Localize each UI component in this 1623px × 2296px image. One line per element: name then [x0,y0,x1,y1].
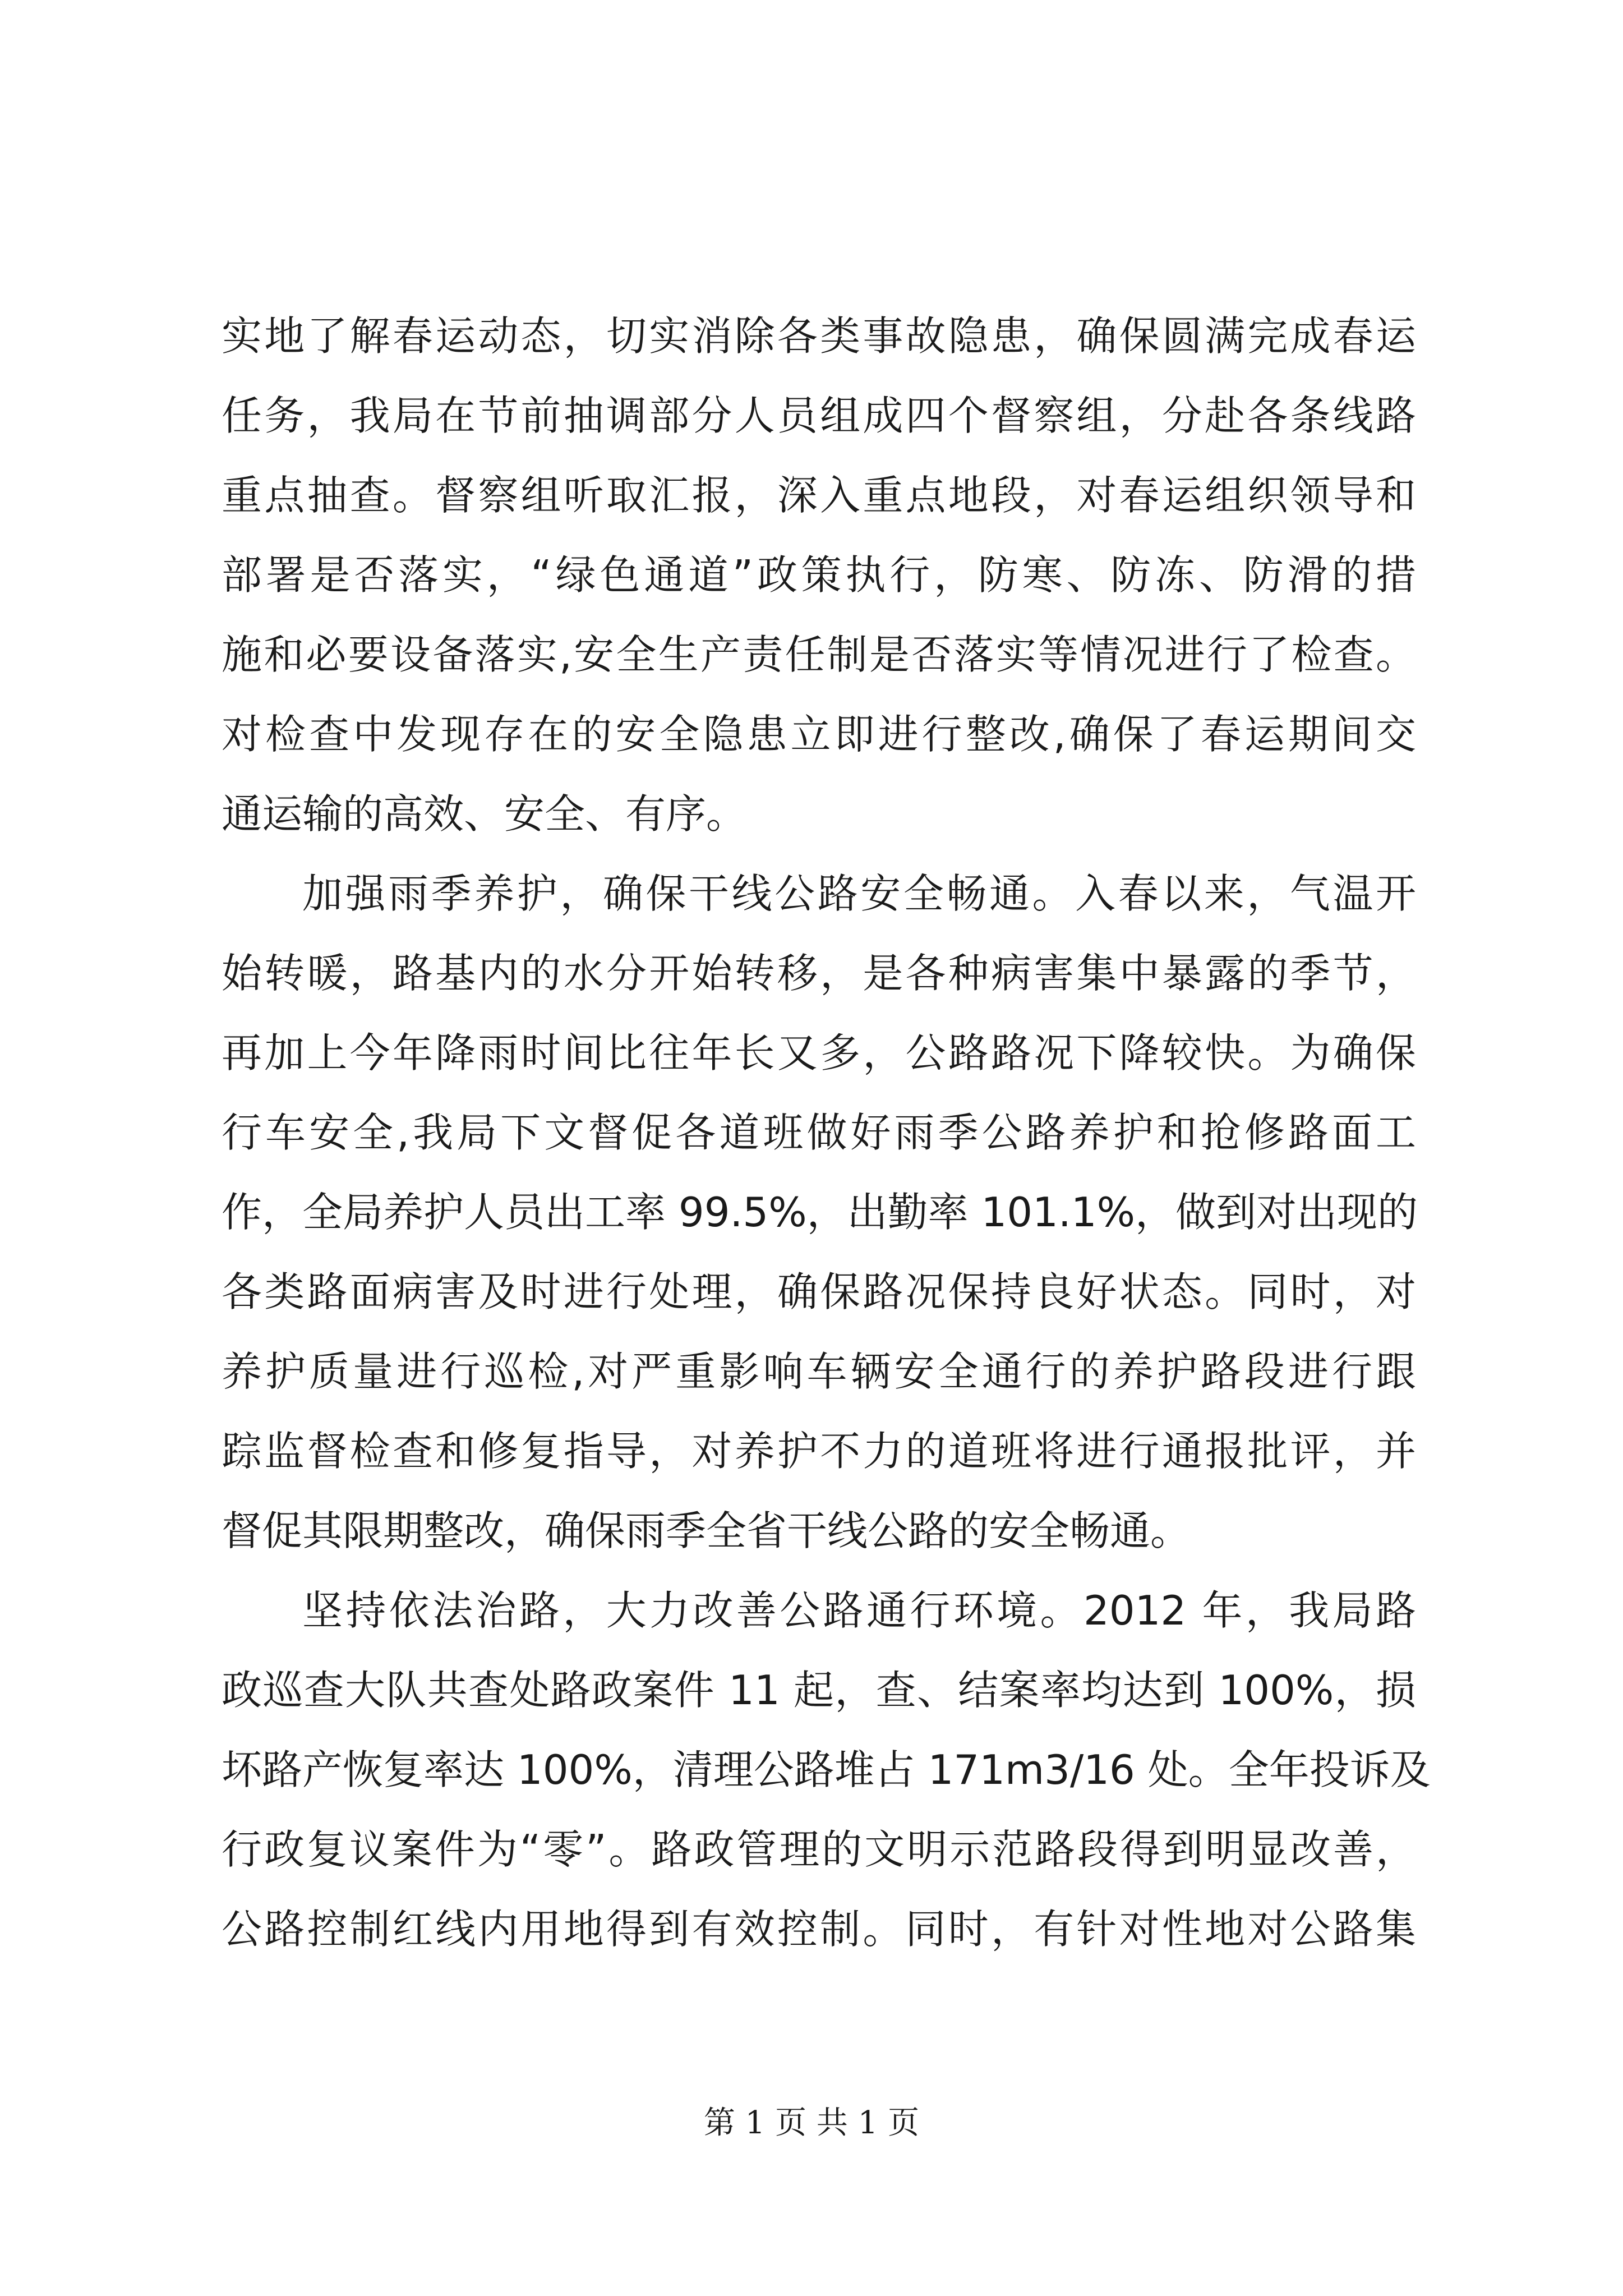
text-line: 部署是否落实，“绿色通道”政策执行，防寒、防冻、防滑的措 [222,551,1416,599]
text-line: 作，全局养护人员出工率 99.5%，出勤率 101.1%，做到对出现的 [222,1189,1418,1236]
text-line: 始转暖，路基内的水分开始转移，是各种病害集中暴露的季节， [222,950,1416,997]
document-body [222,296,1431,1969]
text-line: 通运输的高效、安全、有序。 [222,790,747,838]
text-line: 加强雨季养护，确保干线公路安全畅通。入春以来，气温开 [302,870,1416,917]
text-line: 重点抽查。督察组听取汇报，深入重点地段，对春运组织领导和 [222,472,1416,519]
text-line: 行政复议案件为“零”。路政管理的文明示范路段得到明显改善， [222,1826,1416,1873]
text-line: 踪监督检查和修复指导，对养护不力的道班将进行通报批评，并 [222,1428,1416,1475]
text-line: 实地了解春运动态，切实消除各类事故隐患，确保圆满完成春运 [222,312,1416,360]
text-line: 行车安全,我局下文督促各道班做好雨季公路养护和抢修路面工 [222,1109,1416,1156]
text-line: 坏路产恢复率达 100%，清理公路堆占 171m3/16 处。全年投诉及 [222,1746,1431,1793]
text-line: 任务，我局在节前抽调部分人员组成四个督察组，分赴各条线路 [222,392,1416,439]
text-line: 坚持依法治路，大力改善公路通行环境。2012 年，我局路 [302,1587,1416,1634]
text-line: 政巡查大队共查处路政案件 11 起，查、结案率均达到 100%，损 [222,1667,1416,1714]
text-line: 再加上今年降雨时间比往年长又多，公路路况下降较快。为确保 [222,1029,1416,1076]
text-line: 督促其限期整改，确保雨季全省干线公路的安全畅通。 [222,1507,1191,1554]
text-line: 养护质量进行巡检,对严重影响车辆安全通行的养护路段进行跟 [222,1348,1416,1395]
page-footer: 第 1 页 共 1 页 [703,2105,920,2141]
text-line: 公路控制红线内用地得到有效控制。同时，有针对性地对公路集 [222,1906,1416,1953]
text-line: 施和必要设备落实,安全生产责任制是否落实等情况进行了检查。 [222,631,1416,678]
text-line: 各类路面病害及时进行处理，确保路况保持良好状态。同时，对 [222,1268,1416,1315]
text-line: 对检查中发现存在的安全隐患立即进行整改,确保了春运期间交 [222,711,1416,758]
